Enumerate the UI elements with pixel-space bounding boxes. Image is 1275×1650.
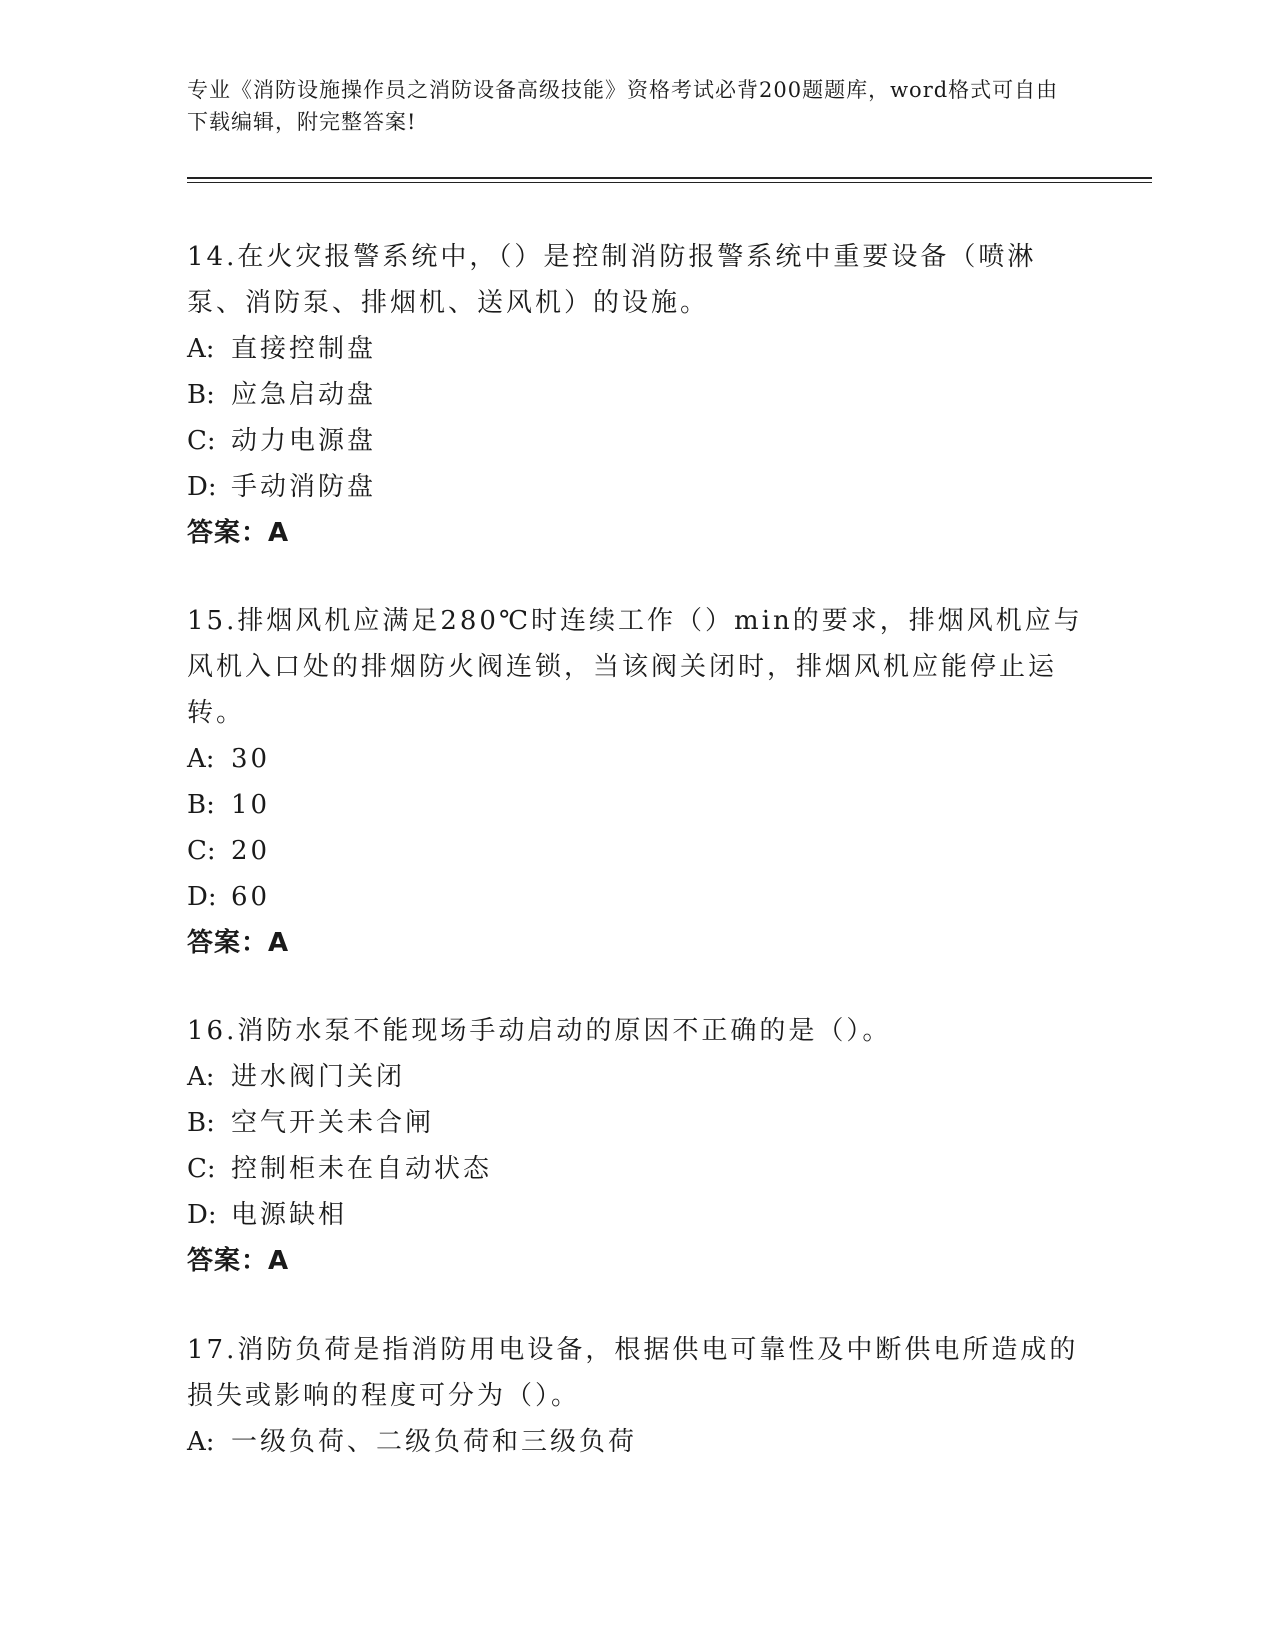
option-text: 控制柜未在自动状态	[231, 1154, 493, 1184]
option-label: A:	[187, 744, 215, 774]
option-text: 一级负荷、二级负荷和三级负荷	[231, 1427, 638, 1457]
option-b	[187, 1100, 1087, 1146]
option-label: B:	[187, 380, 215, 410]
question-stem: 15.排烟风机应满足280℃时连续工作（）min的要求，排烟风机应与风机入口处的排烟防火阀连锁，当该阀关闭时，排烟风机应能停止运转。	[187, 606, 1083, 728]
option-text: 60	[231, 882, 271, 912]
option-text: 直接控制盘	[231, 334, 377, 364]
option-a	[187, 1054, 1087, 1100]
header-divider	[187, 177, 1152, 179]
answer-line: 答案：A	[187, 928, 290, 958]
option-label: D:	[187, 1200, 217, 1230]
option-label: A:	[187, 1062, 215, 1092]
question-stem: 14.在火灾报警系统中，（）是控制消防报警系统中重要设备（喷淋泵、消防泵、排烟机、送风机）的设施。	[187, 242, 1037, 318]
option-text: 10	[231, 790, 271, 820]
option-text: 手动消防盘	[231, 472, 377, 502]
question-15	[187, 598, 1087, 966]
option-text: 空气开关未合闸	[231, 1108, 435, 1138]
option-text: 20	[231, 836, 271, 866]
option-label: C:	[187, 426, 216, 456]
option-c	[187, 1146, 1087, 1192]
question-14	[187, 234, 1087, 556]
option-c	[187, 828, 1087, 874]
option-b	[187, 782, 1087, 828]
option-a	[187, 326, 1087, 372]
question-stem: 17.消防负荷是指消防用电设备，根据供电可靠性及中断供电所造成的损失或影响的程度可分为（）。	[187, 1335, 1079, 1411]
option-d	[187, 464, 1087, 510]
option-d	[187, 1192, 1087, 1238]
option-label: B:	[187, 1108, 215, 1138]
answer-line: 答案：A	[187, 518, 290, 548]
option-a	[187, 736, 1087, 782]
header-divider-thin	[187, 182, 1152, 183]
option-label: D:	[187, 472, 217, 502]
option-c	[187, 418, 1087, 464]
option-text: 动力电源盘	[231, 426, 377, 456]
option-a	[187, 1419, 1087, 1465]
option-text: 电源缺相	[231, 1200, 348, 1230]
option-text: 进水阀门关闭	[231, 1062, 406, 1092]
option-label: C:	[187, 1154, 216, 1184]
option-label: A:	[187, 1427, 215, 1457]
option-label: A:	[187, 334, 215, 364]
question-stem: 16.消防水泵不能现场手动启动的原因不正确的是（）。	[187, 1016, 892, 1046]
option-label: B:	[187, 790, 215, 820]
option-d	[187, 874, 1087, 920]
option-text: 30	[231, 744, 271, 774]
option-label: C:	[187, 836, 216, 866]
answer-line: 答案：A	[187, 1246, 290, 1276]
question-17	[187, 1327, 1087, 1465]
option-label: D:	[187, 882, 217, 912]
option-text: 应急启动盘	[231, 380, 377, 410]
option-b	[187, 372, 1087, 418]
question-16	[187, 1008, 1087, 1284]
document-header: 专业《消防设施操作员之消防设备高级技能》资格考试必背200题题库，word格式可自由下载编辑，附完整答案!	[187, 78, 1059, 134]
